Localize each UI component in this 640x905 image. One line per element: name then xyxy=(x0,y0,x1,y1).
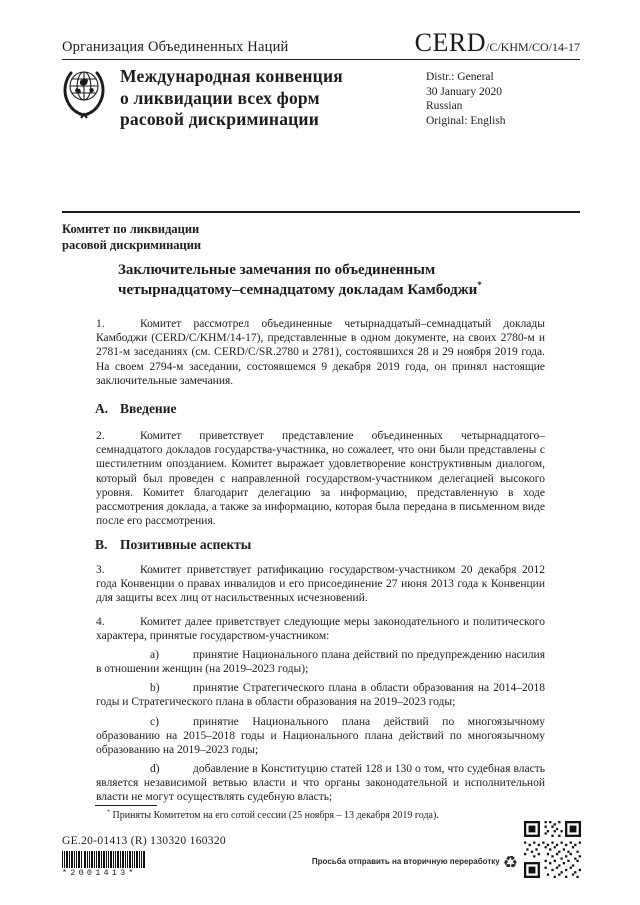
distribution-block xyxy=(426,70,506,128)
subparagraph-text: принятие Национального плана действий по предупреждению насилия в отношении женщин (на 2019–2023 годы); xyxy=(96,649,545,676)
header-masthead xyxy=(62,64,580,144)
document-symbol xyxy=(415,30,580,56)
convention-name-line: расовой дискриминации xyxy=(120,109,319,129)
paragraph-1 xyxy=(96,317,545,388)
subparagraph-b xyxy=(96,681,545,709)
header-band xyxy=(62,30,580,60)
title-line1: Заключительные замечания по объединенным xyxy=(118,262,436,278)
distr-date: 30 January 2020 xyxy=(426,85,503,98)
footnote-marker: * xyxy=(107,809,110,816)
subparagraph-a xyxy=(96,648,545,676)
subparagraph-letter: b) xyxy=(150,682,160,694)
footnote-separator xyxy=(95,805,157,806)
distr-original: Original: English xyxy=(426,114,506,127)
section-letter: A. xyxy=(95,401,109,416)
paragraph-4 xyxy=(96,615,545,643)
ge-number: GE.20-01413 (R) 130320 160320 xyxy=(62,835,226,847)
committee-name-line: расовой дискриминации xyxy=(62,238,202,252)
subparagraph-c xyxy=(96,715,545,758)
org-name: Организация Объединенных Наций xyxy=(62,39,289,55)
barcode-icon xyxy=(62,851,146,868)
section-heading-b xyxy=(95,537,251,553)
section-title: Введение xyxy=(120,401,177,416)
document-symbol-main: CERD xyxy=(414,28,486,57)
section-letter: B. xyxy=(95,537,108,552)
paragraph-3 xyxy=(96,563,545,606)
paragraph-2 xyxy=(96,429,545,528)
paragraph-number: 3. xyxy=(96,564,105,576)
subparagraph-letter: c) xyxy=(150,716,159,728)
subparagraph-text: принятие Стратегического плана в области образования на 2014–2018 годы и Стратегического плана в области образования на 2019–2023 годы; xyxy=(96,682,545,709)
title-footnote-marker: * xyxy=(477,279,482,290)
footnote xyxy=(107,810,507,822)
subparagraph-text: добавление в Конституцию статей 128 и 130 о том, что судебная власть является независимой ветвью власти и что органы законодательной и исполнительной власти не могут осуществлять судебную власть; xyxy=(96,763,545,804)
paragraph-text: Комитет далее приветствует следующие меры законодательного и политического характера, принятые государством-участником: xyxy=(96,616,545,643)
recycle-icon: ♻ xyxy=(502,853,518,872)
committee-name xyxy=(62,221,201,253)
distr-type: Distr.: General xyxy=(426,71,494,83)
footnote-text: Приняты Комитетом на его сотой сессии (25 ноября – 13 декабря 2019 года). xyxy=(112,810,439,821)
subparagraph-letter: d) xyxy=(150,763,160,775)
recycle-notice xyxy=(290,853,518,873)
paragraph-number: 4. xyxy=(96,616,105,628)
distr-language: Russian xyxy=(426,100,463,112)
paragraph-number: 1. xyxy=(96,318,105,330)
convention-name xyxy=(120,66,420,131)
paragraph-text: Комитет приветствует представление объединенных четырнадцатого–семнадцатого докладов государства-участника, но сожалеет, что они были представлены с шестилетним опозданием. Комитет выражает удовлетворение конструктивным диалогом, который был проведен с направленной государством-участником делегацией высокого уровня. Комитет благодарит делегацию за информацию, представленную в ходе рассмотрения доклада, а также за информацию, которая была передана в письменном виде после его рассмотрения. xyxy=(96,430,545,528)
subparagraph-text: принятие Национального плана действий по многоязычному образованию на 2015–2018 годы и Национального плана действий по многоязычному образованию на 2019–2023 годы; xyxy=(96,716,545,757)
barcode xyxy=(62,851,146,878)
paragraph-text: Комитет приветствует ратификацию государством-участником 20 декабря 2012 года Конвенции о правах инвалидов и его присоединение 27 июня 2013 года к Конвенции для защиты всех лиц от насильственных исчезновений. xyxy=(96,564,545,605)
barcode-text: *2001413* xyxy=(62,868,137,878)
convention-name-line: о ликвидации всех форм xyxy=(120,87,320,108)
qr-code-icon xyxy=(524,821,581,878)
committee-name-line: Комитет по ликвидации xyxy=(62,222,200,236)
paragraph-number: 2. xyxy=(96,430,105,442)
subparagraph-letter: a) xyxy=(150,649,159,661)
un-emblem-icon xyxy=(60,66,108,122)
title-line2: четырнадцатому–семнадцатому докладам Камбоджи xyxy=(118,281,478,298)
subparagraph-d xyxy=(96,762,545,805)
section-title: Позитивные аспекты xyxy=(120,537,252,552)
recycle-text: Просьба отправить на вторичную переработку xyxy=(311,857,500,866)
convention-name-line: Международная конвенция xyxy=(120,66,343,86)
paragraph-text: Комитет рассмотрел объединенные четырнадцатый–семнадцатый доклады Камбоджи (CERD/C/KHM/14-17), представленные в одном документе, на своих 2780-м и 2781-м заседаниях (см. CERD/C/SR.2780 и 2781), состоявшихся 28 и 29 ноября 2019 года. На своем 2794-м заседании, состоявшемся 9 декабря 2019 года, он принял настоящие заключительные замечания. xyxy=(96,318,545,387)
header-divider xyxy=(62,211,580,213)
section-heading-a xyxy=(95,401,176,417)
document-symbol-suffix: /C/KHM/CO/14-17 xyxy=(485,40,580,54)
page-title xyxy=(118,261,558,300)
